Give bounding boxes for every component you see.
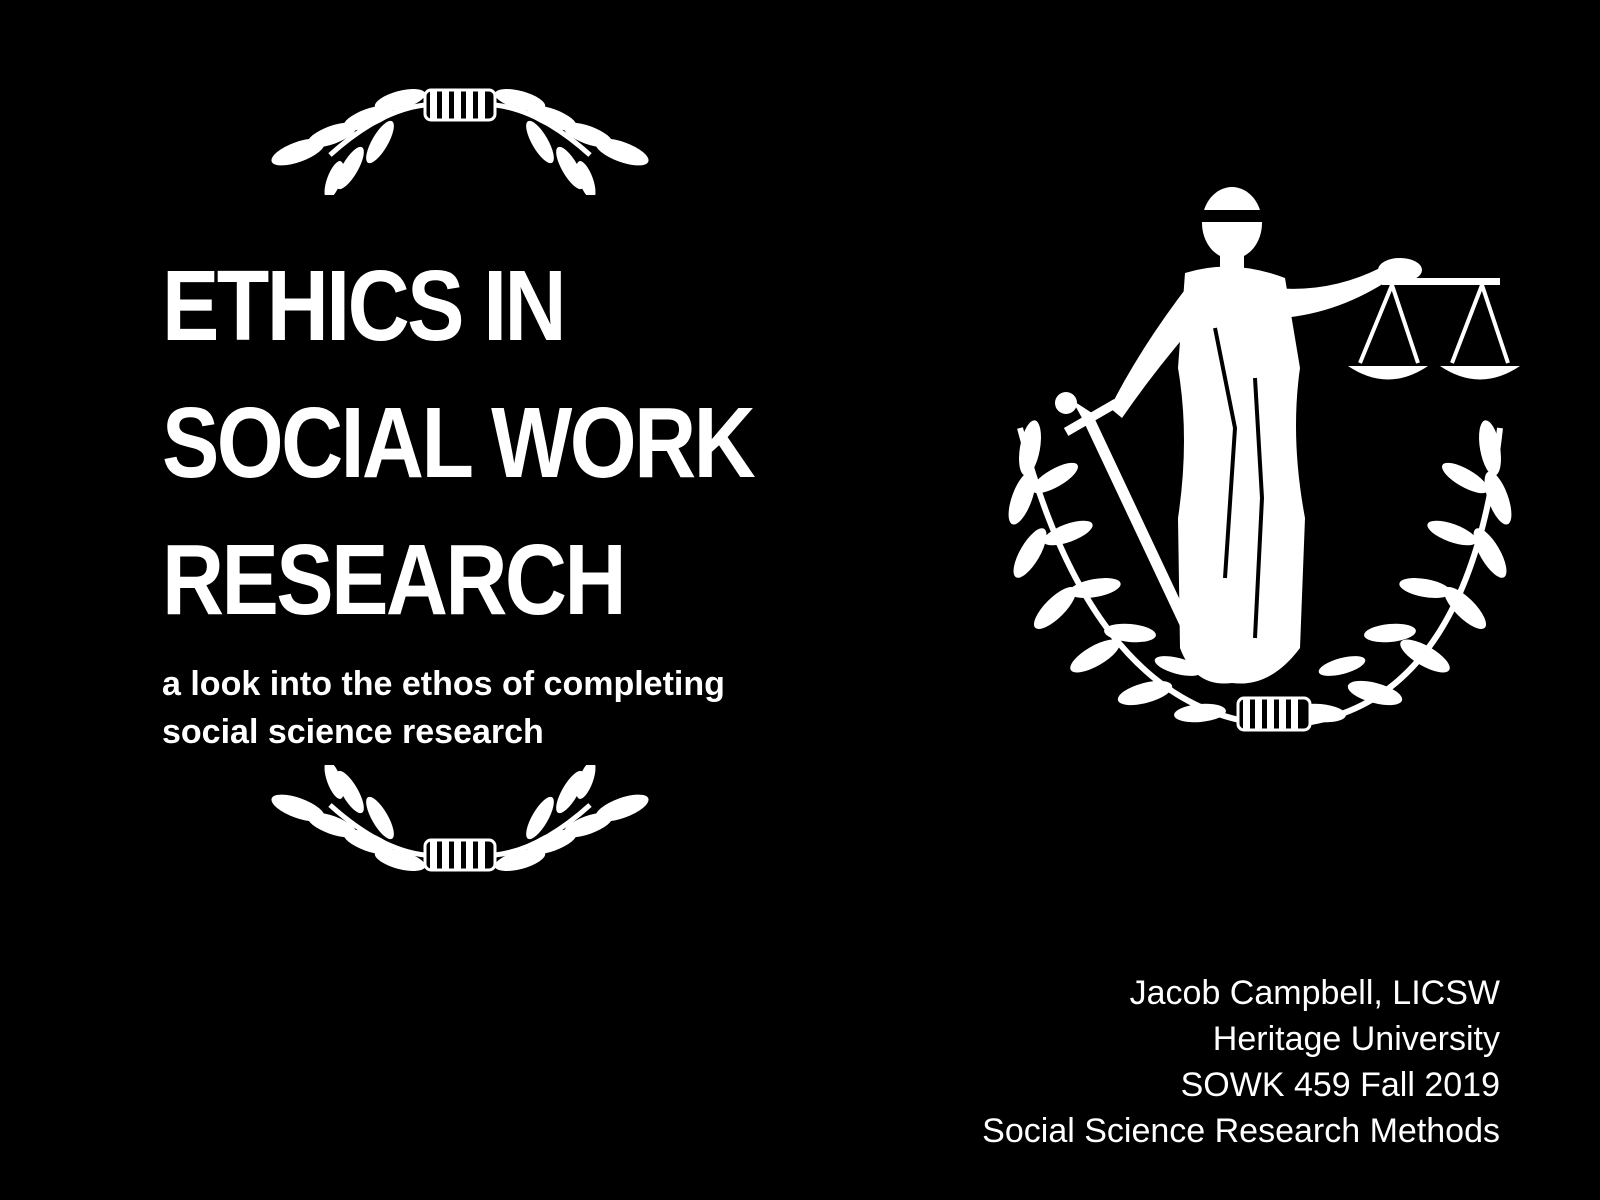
lady-justice-icon [1000,178,1560,758]
slide-subtitle [162,660,725,756]
subtitle-line-1: a look into the ethos of completing [162,665,725,703]
title-line-2: SOCIAL WORK [162,387,754,499]
laurel-bottom-icon [270,765,650,880]
author-name: Jacob Campbell, LICSW [1129,974,1500,1012]
laurel-top-icon [270,80,650,195]
title-line-1: ETHICS IN [162,250,565,362]
course-code: SOWK 459 Fall 2019 [1180,1066,1500,1104]
slide-title [162,238,753,649]
author-info [982,970,1500,1154]
author-institution: Heritage University [1212,1020,1500,1058]
title-line-3: RESEARCH [162,524,624,636]
course-title: Social Science Research Methods [982,1112,1500,1150]
subtitle-line-2: social science research [162,713,544,751]
